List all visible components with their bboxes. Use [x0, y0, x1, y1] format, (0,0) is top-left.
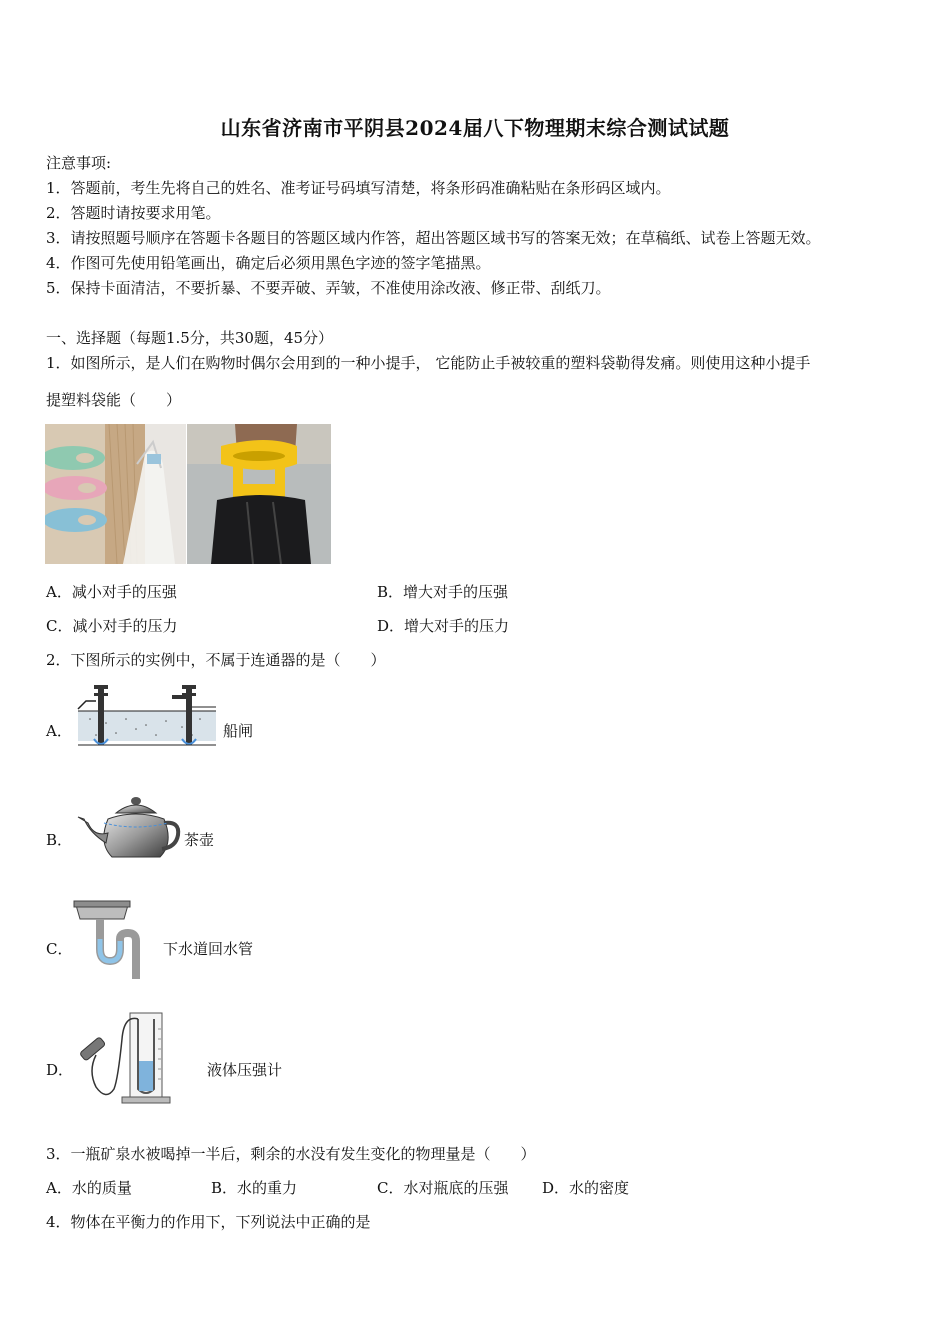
q2-option-c-letter[interactable]: C． [46, 940, 73, 958]
q2-option-a-caption: 船闸 [223, 722, 254, 740]
q1-option-c[interactable]: C．减小对手的压力 [46, 617, 178, 635]
q2-option-b-caption: 茶壶 [184, 831, 215, 849]
q3-option-c[interactable]: C．水对瓶底的压强 [377, 1179, 509, 1197]
drain-trap-diagram [72, 899, 142, 979]
notice-item: 2．答题时请按要求用笔。 [46, 204, 221, 222]
question-1-stem-cont: 提塑料袋能（ ） [46, 391, 182, 409]
notice-item: 1．答题前，考生先将自己的姓名、准考证号码填写清楚，将条形码准确粘贴在条形码区域内。 [46, 179, 671, 197]
question-2-stem: 2．下图所示的实例中，不属于连通器的是（ ） [46, 651, 386, 669]
question-3-stem: 3．一瓶矿泉水被喝掉一半后，剩余的水没有发生变化的物理量是（ ） [46, 1145, 536, 1163]
q3-option-d[interactable]: D．水的密度 [542, 1179, 630, 1197]
question-4-stem: 4．物体在平衡力的作用下，下列说法中正确的是 [46, 1213, 371, 1231]
q2-option-d-letter[interactable]: D． [46, 1061, 74, 1079]
q3-option-b[interactable]: B．水的重力 [211, 1179, 298, 1197]
section-heading: 一、选择题（每题1.5分，共30题，45分） [46, 329, 334, 347]
notice-item: 5．保持卡面清洁，不要折暴、不要弄破、弄皱，不准使用涂改液、修正带、刮纸刀。 [46, 279, 611, 297]
q3-option-a[interactable]: A．水的质量 [46, 1179, 132, 1197]
pressure-gauge-diagram [74, 1009, 174, 1105]
question-1-stem: 1．如图所示，是人们在购物时偶尔会用到的一种小提手， 它能防止手被较重的塑料袋勒得发痛。则使用这种小提手 [46, 354, 811, 372]
teapot-diagram [76, 793, 182, 863]
bag-handle-photo-2 [187, 424, 331, 564]
q2-option-b-letter[interactable]: B． [46, 831, 73, 849]
notice-item: 3．请按照题号顺序在答题卡各题目的答题区域内作答，超出答题区域书写的答案无效；在草稿纸、试卷上答题无效。 [46, 229, 821, 247]
notice-heading: 注意事项: [46, 154, 112, 172]
q1-option-d[interactable]: D．增大对手的压力 [377, 617, 510, 635]
bag-handle-photo-1 [45, 424, 186, 564]
q2-option-c-caption: 下水道回水管 [163, 940, 254, 958]
notice-item: 4．作图可先使用铅笔画出，确定后必须用黑色字迹的签字笔描黑。 [46, 254, 491, 272]
q2-option-d-caption: 液体压强计 [207, 1061, 283, 1079]
ship-lock-diagram [76, 681, 218, 751]
q1-option-b[interactable]: B．增大对手的压强 [377, 583, 509, 601]
page-title: 山东省济南市平阴县2024届八下物理期末综合测试试题 [220, 116, 730, 140]
q1-option-a[interactable]: A．减小对手的压强 [46, 583, 177, 601]
q2-option-a-letter[interactable]: A． [46, 722, 72, 740]
